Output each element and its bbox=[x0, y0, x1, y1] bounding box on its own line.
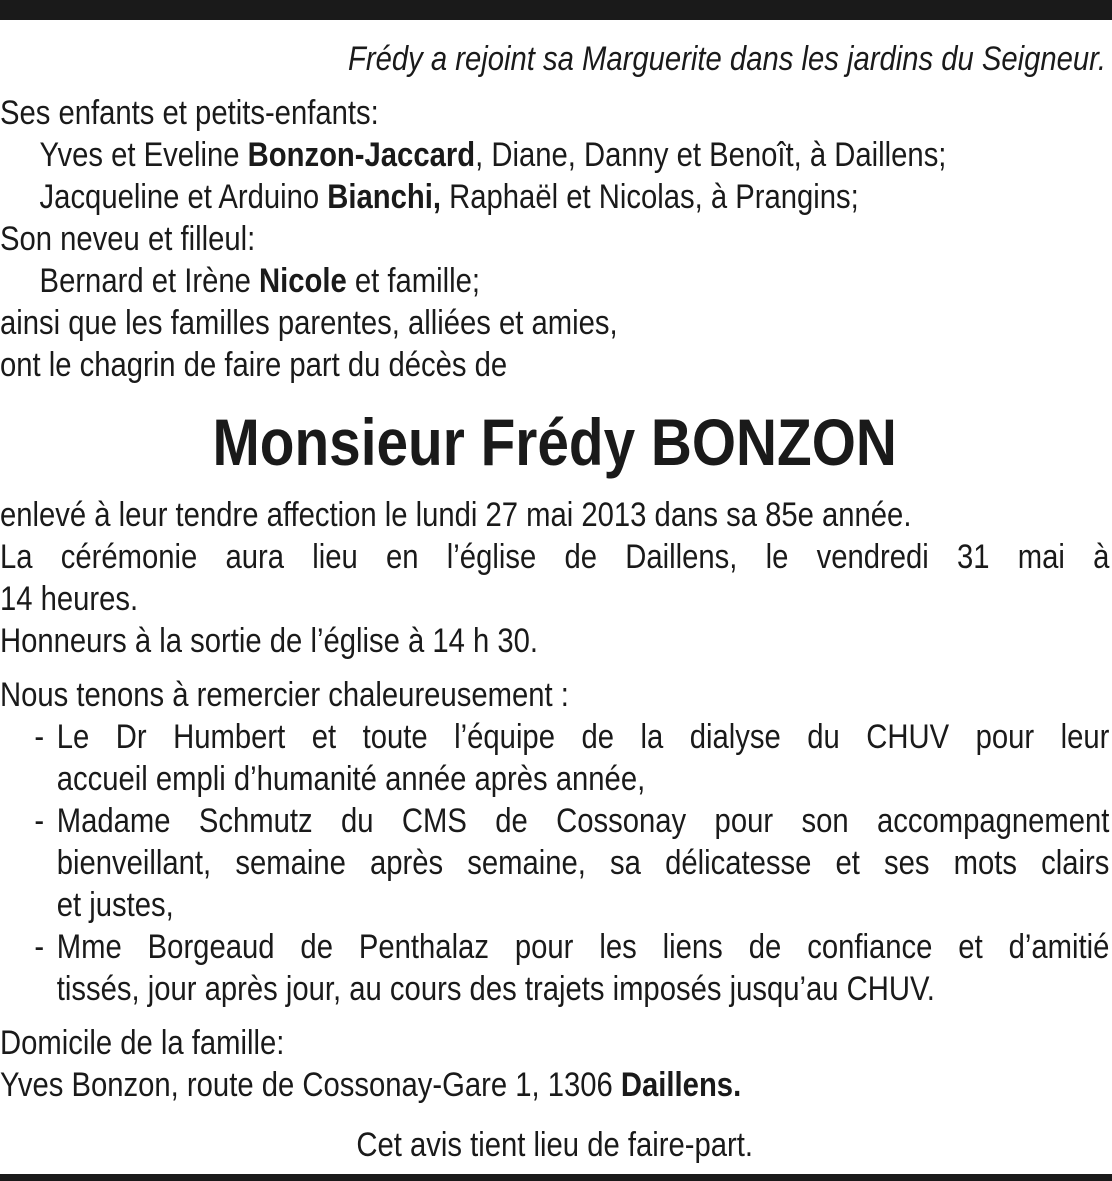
ceremony-word: à bbox=[1093, 538, 1110, 576]
honours-line: Honneurs à la sortie de l’église à 14 h 30. bbox=[0, 622, 539, 660]
family-surname: Nicole bbox=[258, 262, 347, 300]
family-line-bianchi bbox=[0, 176, 1109, 218]
nephew-heading: Son neveu et filleul: bbox=[0, 220, 256, 258]
domicile-heading: Domicile de la famille: bbox=[0, 1024, 285, 1062]
thanks-line: bienveillant, semaine après semaine, sa délicatesse et ses mots clairs bbox=[56, 844, 1110, 882]
ceremony-word: Daillens, bbox=[625, 538, 738, 576]
family-surname: Bianchi, bbox=[327, 178, 442, 216]
ceremony-word: le bbox=[765, 538, 789, 576]
ceremony-word: cérémonie bbox=[60, 538, 198, 576]
closing-note: Cet avis tient lieu de faire-part. bbox=[356, 1126, 753, 1164]
ceremony-line bbox=[0, 536, 1109, 578]
ceremony-word: l’église bbox=[446, 538, 537, 576]
list-dash: - bbox=[34, 928, 45, 966]
ceremony-word: 31 bbox=[956, 538, 990, 576]
thanks-heading: Nous tenons à remercier chaleureusement : bbox=[0, 676, 569, 714]
address-town: Daillens. bbox=[620, 1066, 742, 1104]
list-dash: - bbox=[34, 718, 45, 756]
bottom-rule bbox=[0, 1174, 1112, 1181]
deceased-name: Monsieur Frédy BONZON bbox=[212, 405, 897, 479]
passing-line: enlevé à leur tendre affection le lundi 27 mai 2013 dans sa 85e année. bbox=[0, 496, 912, 534]
thanks-line: Le Dr Humbert et toute l’équipe de la dialyse du CHUV pour leur bbox=[56, 718, 1110, 756]
ceremony-word: lieu bbox=[312, 538, 358, 576]
top-rule bbox=[0, 0, 1112, 20]
ceremony-time: 14 heures. bbox=[0, 580, 139, 618]
ceremony-word: en bbox=[386, 538, 419, 576]
thanks-item bbox=[34, 716, 1109, 800]
family-line-post: et famille; bbox=[346, 262, 481, 300]
thanks-item bbox=[34, 800, 1109, 926]
domicile-address bbox=[0, 1064, 1109, 1106]
thanks-line: Mme Borgeaud de Penthalaz pour les liens de confiance et d’amitié bbox=[56, 928, 1110, 966]
relatives-line: ainsi que les familles parentes, alliées et amies, bbox=[0, 304, 618, 342]
family-line-pre: Jacqueline et Arduino bbox=[39, 178, 328, 216]
obituary-notice bbox=[0, 38, 1109, 1166]
thanks-line: et justes, bbox=[56, 886, 174, 924]
family-line-post: Raphaël et Nicolas, à Prangins; bbox=[441, 178, 859, 216]
announcement-line: ont le chagrin de faire part du décès de bbox=[0, 346, 508, 384]
thanks-line: Madame Schmutz du CMS de Cossonay pour son accompagnement bbox=[56, 802, 1110, 840]
family-line-pre: Bernard et Irène bbox=[39, 262, 259, 300]
thanks-line: tissés, jour après jour, au cours des trajets imposés jusqu’au CHUV. bbox=[56, 970, 935, 1008]
address-text: Yves Bonzon, route de Cossonay-Gare 1, 1306 bbox=[0, 1066, 621, 1104]
thanks-item-text bbox=[57, 716, 1110, 800]
family-surname: Bonzon-Jaccard bbox=[247, 136, 476, 174]
thanks-item-text bbox=[57, 926, 1110, 1010]
epigraph: Frédy a rejoint sa Marguerite dans les jardins du Seigneur. bbox=[348, 40, 1106, 78]
ceremony-word: vendredi bbox=[816, 538, 929, 576]
family-line-post: , Diane, Danny et Benoît, à Daillens; bbox=[475, 136, 947, 174]
ceremony-word: La bbox=[0, 538, 33, 576]
ceremony-word: de bbox=[564, 538, 597, 576]
thanks-item-text bbox=[57, 800, 1110, 926]
family-line-pre: Yves et Eveline bbox=[39, 136, 248, 174]
ceremony-word: aura bbox=[225, 538, 285, 576]
thanks-line: accueil empli d’humanité année après année, bbox=[56, 760, 646, 798]
family-line-bonzon bbox=[0, 134, 1109, 176]
thanks-list bbox=[0, 716, 1109, 1010]
family-line-nicole bbox=[0, 260, 1109, 302]
list-dash: - bbox=[34, 802, 45, 840]
children-heading: Ses enfants et petits-enfants: bbox=[0, 94, 379, 132]
ceremony-word: mai bbox=[1017, 538, 1065, 576]
thanks-item bbox=[34, 926, 1109, 1010]
